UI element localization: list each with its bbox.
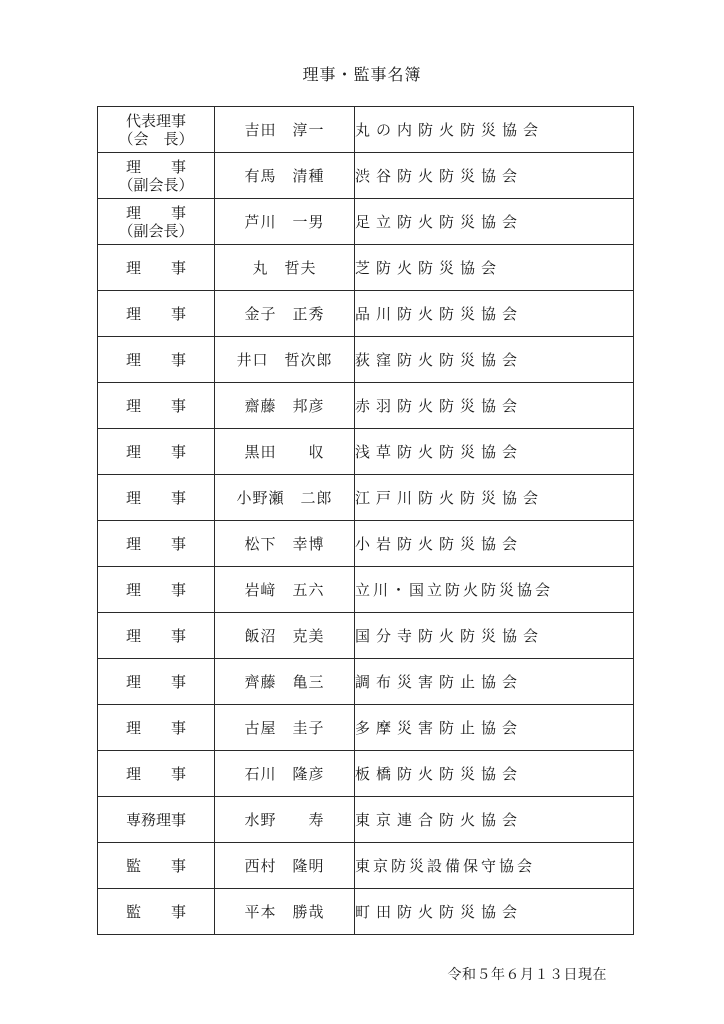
role-title: 理 事 xyxy=(125,718,186,737)
role-title: 理 事 xyxy=(125,672,186,691)
role-title: 理 事 xyxy=(125,534,186,553)
table-row xyxy=(98,889,634,935)
table-row xyxy=(98,705,634,751)
table-row xyxy=(98,613,634,659)
as-of-date: 令和５年６月１３日現在 xyxy=(447,967,607,983)
role-title: 理 事 xyxy=(125,764,186,783)
name-cell: 黒田 収 xyxy=(215,429,355,475)
name-cell: 西村 隆明 xyxy=(215,843,355,889)
role-cell xyxy=(98,245,215,291)
name-cell: 吉田 淳一 xyxy=(215,107,355,153)
role-title: 理 事 xyxy=(125,203,186,222)
role-title: 理 事 xyxy=(125,442,186,461)
organization-cell: 東京連合防火協会 xyxy=(355,797,634,843)
organization-cell: 町田防火防災協会 xyxy=(355,889,634,935)
role-cell xyxy=(98,337,215,383)
document-title: 理事・監事名簿 xyxy=(302,65,422,84)
name-cell: 松下 幸博 xyxy=(215,521,355,567)
role-cell xyxy=(98,751,215,797)
organization-cell: 芝防火防災協会 xyxy=(355,245,634,291)
name-cell: 飯沼 克美 xyxy=(215,613,355,659)
table-row xyxy=(98,199,634,245)
role-title: 監 事 xyxy=(125,902,186,921)
table-row xyxy=(98,521,634,567)
name-cell: 丸 哲夫 xyxy=(215,245,355,291)
role-title: 専務理事 xyxy=(125,810,186,829)
table-row xyxy=(98,475,634,521)
role-cell xyxy=(98,567,215,613)
role-title: 理 事 xyxy=(125,488,186,507)
role-title: 理 事 xyxy=(125,580,186,599)
roster-body xyxy=(98,107,634,935)
role-cell xyxy=(98,521,215,567)
table-row xyxy=(98,843,634,889)
role-cell xyxy=(98,383,215,429)
organization-cell: 東京防災設備保守協会 xyxy=(355,843,634,889)
organization-cell: 多摩災害防止協会 xyxy=(355,705,634,751)
role-subtitle: （副会長） xyxy=(118,221,194,240)
table-row xyxy=(98,751,634,797)
name-cell: 芦川 一男 xyxy=(215,199,355,245)
role-cell xyxy=(98,843,215,889)
organization-cell: 江戸川防火防災協会 xyxy=(355,475,634,521)
role-title: 理 事 xyxy=(125,350,186,369)
role-cell xyxy=(98,107,215,153)
role-cell xyxy=(98,291,215,337)
table-row xyxy=(98,245,634,291)
name-cell: 齋藤 邦彦 xyxy=(215,383,355,429)
organization-cell: 板橋防火防災協会 xyxy=(355,751,634,797)
table-row xyxy=(98,429,634,475)
table-row xyxy=(98,291,634,337)
role-title: 理 事 xyxy=(125,396,186,415)
table-row xyxy=(98,337,634,383)
organization-cell: 調布災害防止協会 xyxy=(355,659,634,705)
organization-cell: 小岩防火防災協会 xyxy=(355,521,634,567)
role-cell xyxy=(98,475,215,521)
organization-cell: 品川防火防災協会 xyxy=(355,291,634,337)
table-row xyxy=(98,659,634,705)
name-cell: 平本 勝哉 xyxy=(215,889,355,935)
table-row xyxy=(98,797,634,843)
organization-cell: 足立防火防災協会 xyxy=(355,199,634,245)
role-title: 理 事 xyxy=(125,258,186,277)
name-cell: 岩﨑 五六 xyxy=(215,567,355,613)
organization-cell: 赤羽防火防災協会 xyxy=(355,383,634,429)
role-cell xyxy=(98,199,215,245)
name-cell: 金子 正秀 xyxy=(215,291,355,337)
role-title: 理 事 xyxy=(125,157,186,176)
role-subtitle: （会 長） xyxy=(118,129,194,148)
role-cell xyxy=(98,889,215,935)
organization-cell: 浅草防火防災協会 xyxy=(355,429,634,475)
role-cell xyxy=(98,429,215,475)
role-cell xyxy=(98,613,215,659)
role-subtitle: （副会長） xyxy=(118,175,194,194)
role-title: 理 事 xyxy=(125,626,186,645)
name-cell: 小野瀬 二郎 xyxy=(215,475,355,521)
organization-cell: 立川・国立防火防災協会 xyxy=(355,567,634,613)
role-cell xyxy=(98,705,215,751)
organization-cell: 丸の内防火防災協会 xyxy=(355,107,634,153)
role-cell xyxy=(98,797,215,843)
organization-cell: 荻窪防火防災協会 xyxy=(355,337,634,383)
role-cell xyxy=(98,153,215,199)
organization-cell: 渋谷防火防災協会 xyxy=(355,153,634,199)
name-cell: 齊藤 亀三 xyxy=(215,659,355,705)
table-row xyxy=(98,107,634,153)
name-cell: 石川 隆彦 xyxy=(215,751,355,797)
role-title: 理 事 xyxy=(125,304,186,323)
role-title: 代表理事 xyxy=(125,111,186,130)
officer-roster-table xyxy=(97,106,634,935)
organization-cell: 国分寺防火防災協会 xyxy=(355,613,634,659)
name-cell: 井口 哲次郎 xyxy=(215,337,355,383)
table-row xyxy=(98,383,634,429)
table-row xyxy=(98,567,634,613)
name-cell: 古屋 圭子 xyxy=(215,705,355,751)
table-row xyxy=(98,153,634,199)
name-cell: 有馬 清種 xyxy=(215,153,355,199)
role-title: 監 事 xyxy=(125,856,186,875)
role-cell xyxy=(98,659,215,705)
name-cell: 水野 寿 xyxy=(215,797,355,843)
